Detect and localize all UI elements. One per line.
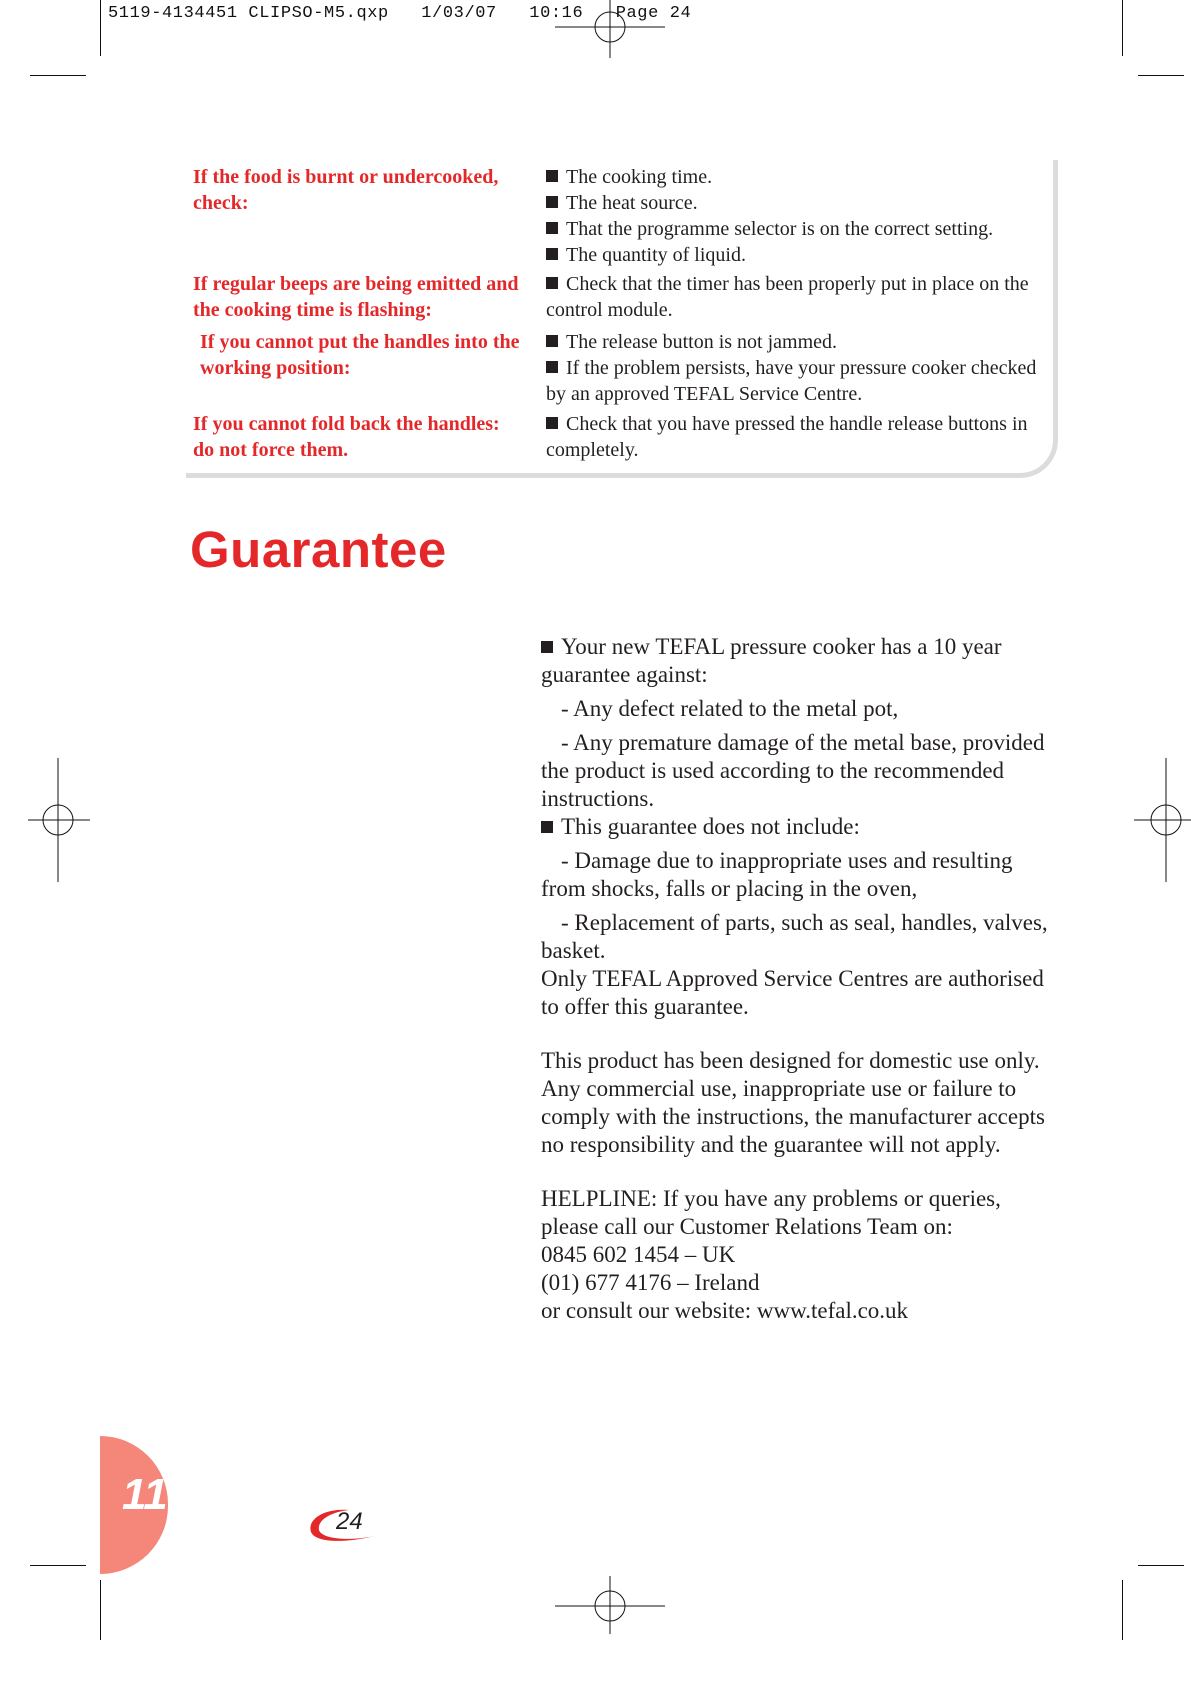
troubleshooting-question-1: If the food is burnt or undercooked, check: <box>193 166 499 214</box>
answer-item: The cooking time. <box>546 164 1051 190</box>
helpline-text: HELPLINE: If you have any problems or queries, please call our Customer Relations Team on: <box>541 1186 1001 1239</box>
crop-mark <box>1122 0 1123 56</box>
crop-mark <box>100 1580 101 1640</box>
slug-time: 10:16 <box>529 4 584 23</box>
bullet-square-icon <box>546 196 558 208</box>
guarantee-item: - Damage due to inappropriate uses and resulting from shocks, falls or placing in the oven, <box>541 848 1013 901</box>
guarantee-item: - Any premature damage of the metal base, provided the product is used according to the recommended instructions. <box>541 730 1045 811</box>
bullet-square-icon <box>541 641 553 653</box>
crop-mark <box>1122 1580 1123 1640</box>
answer-item: The release button is not jammed. <box>546 329 1051 355</box>
bullet-square-icon <box>541 821 553 833</box>
website-text: or consult our website: www.tefal.co.uk <box>541 1298 909 1323</box>
phone-ireland: (01) 677 4176 – Ireland <box>541 1270 760 1295</box>
troubleshooting-question-2: If regular beeps are being emitted and the cooking time is flashing: <box>193 273 519 321</box>
crop-mark <box>100 0 101 56</box>
registration-mark-icon <box>555 0 665 60</box>
slug-date: 1/03/07 <box>421 4 497 23</box>
slug-file: 5119-4134451 CLIPSO-M5.qxp <box>108 4 389 23</box>
guarantee-exclusions: This guarantee does not include: <box>541 813 1061 841</box>
troubleshooting-question-4: If you cannot fold back the handles: do not force them. <box>193 413 500 461</box>
answer-item: Check that you have pressed the handle release buttons in completely. <box>546 413 1028 461</box>
section-number: 11 <box>122 1470 168 1519</box>
guarantee-approved: Only TEFAL Approved Service Centres are authorised to offer this guarantee. <box>541 966 1044 1019</box>
page-number: 24 <box>336 1508 363 1535</box>
crop-mark <box>30 75 86 76</box>
slug-page: Page 24 <box>615 4 692 23</box>
page-title: Guarantee <box>190 521 447 578</box>
bullet-square-icon <box>546 170 558 182</box>
guarantee-item: - Replacement of parts, such as seal, handles, valves, basket. <box>541 910 1048 963</box>
guarantee-intro: Your new TEFAL pressure cooker has a 10 year guarantee against: <box>541 634 1002 687</box>
bullet-square-icon <box>546 361 558 373</box>
troubleshooting-answers-2 <box>546 271 1051 323</box>
bullet-square-icon <box>546 417 558 429</box>
phone-uk: 0845 602 1454 – UK <box>541 1242 736 1267</box>
answer-item: That the programme selector is on the correct setting. <box>546 216 1051 242</box>
troubleshooting-answers-3 <box>546 329 1051 407</box>
guarantee-item: - Any defect related to the metal pot, <box>561 696 899 721</box>
crop-mark <box>1138 75 1184 76</box>
bullet-square-icon <box>546 335 558 347</box>
guarantee-body <box>541 633 1061 1325</box>
troubleshooting-answers-4 <box>546 411 1051 463</box>
troubleshooting-answers-1 <box>546 164 1051 268</box>
bullet-square-icon <box>546 277 558 289</box>
answer-item: If the problem persists, have your pressure cooker checked by an approved TEFAL Service Centre. <box>546 357 1037 405</box>
bullet-square-icon <box>546 248 558 260</box>
crop-mark <box>1138 1565 1184 1566</box>
bullet-square-icon <box>546 222 558 234</box>
guarantee-domestic: This product has been designed for domestic use only. Any commercial use, inappropriate use or failure to comply with the instructions, the manufacturer accepts no responsibility and the guarantee will not apply. <box>541 1048 1045 1157</box>
registration-mark-icon <box>28 758 90 882</box>
troubleshooting-question-3: If you cannot put the handles into the working position: <box>200 331 520 379</box>
crop-mark <box>30 1565 86 1566</box>
answer-item: The heat source. <box>546 190 1051 216</box>
registration-mark-icon <box>555 1576 665 1636</box>
answer-item: Check that the timer has been properly put in place on the control module. <box>546 273 1029 321</box>
registration-mark-icon <box>1134 758 1191 882</box>
answer-item: The quantity of liquid. <box>546 242 1051 268</box>
